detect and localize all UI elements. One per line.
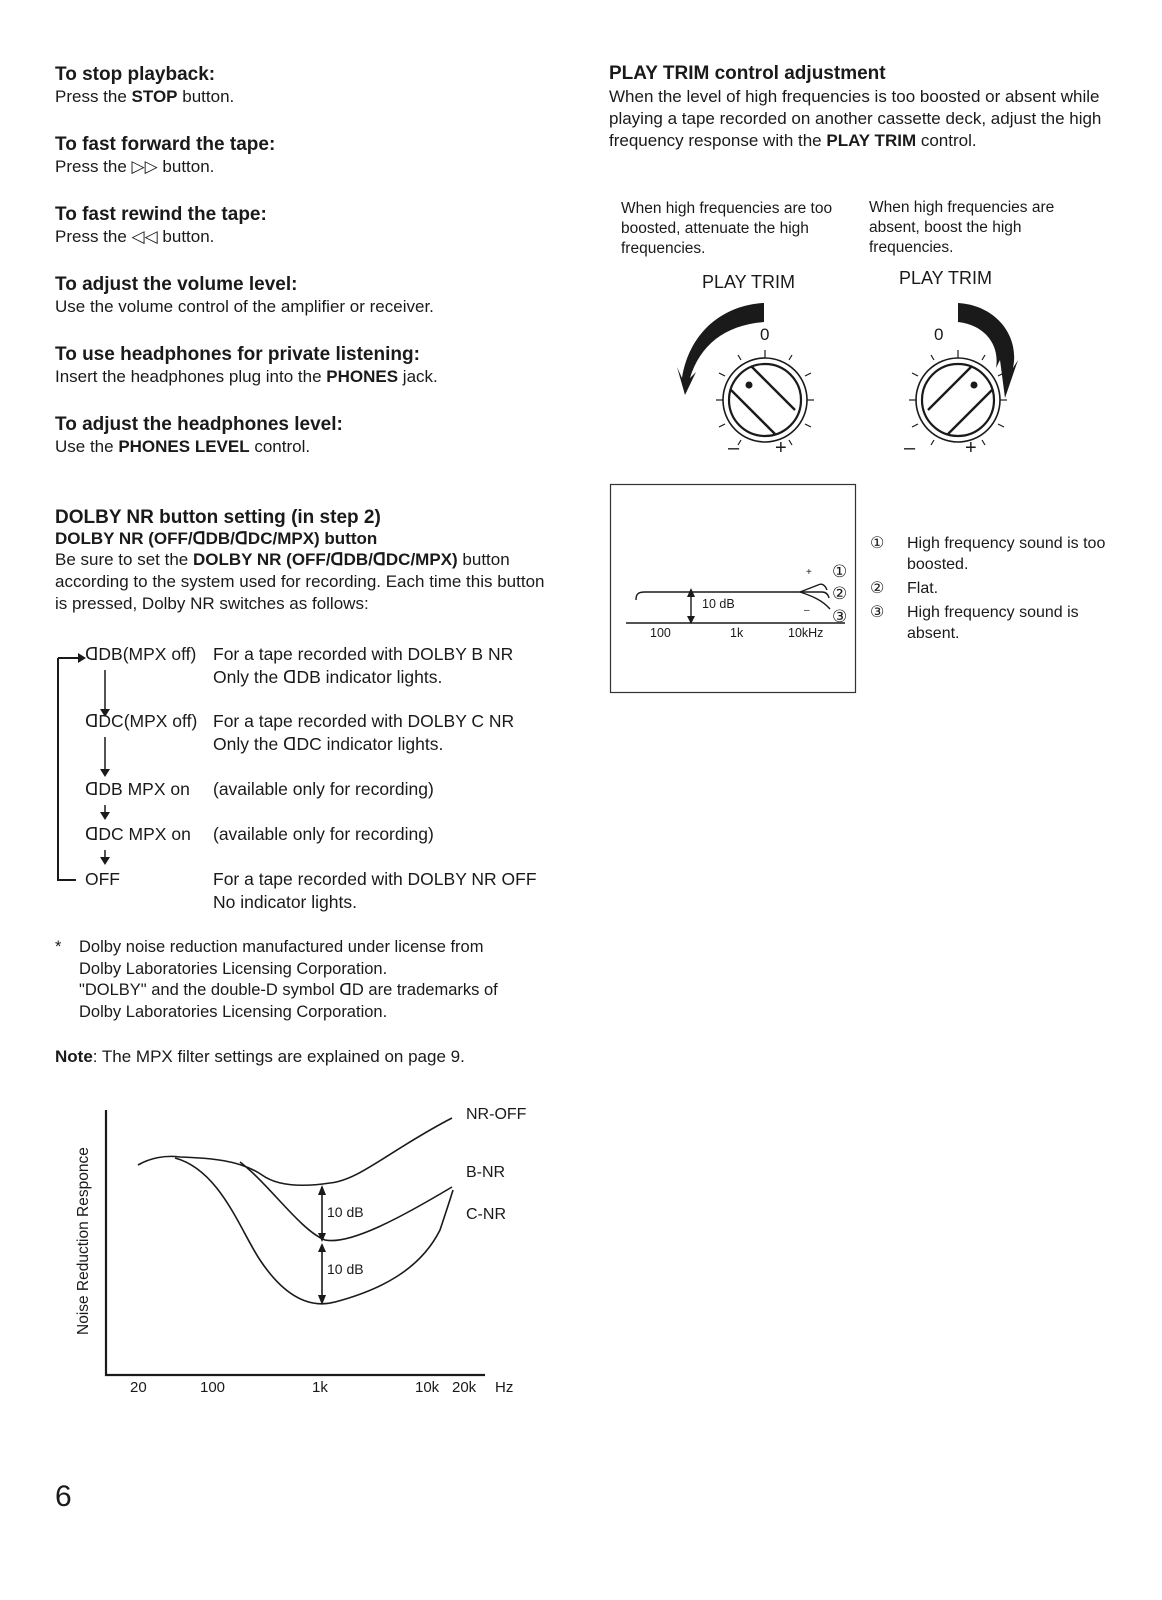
- y-axis-label: Noise Reduction Responce: [75, 1147, 92, 1335]
- x-tick: 100: [200, 1379, 226, 1396]
- bold-text: PHONES LEVEL: [118, 437, 250, 456]
- text: Insert the headphones plug into the: [55, 367, 327, 386]
- text: Dolby Laboratories Licensing Corporation.: [79, 959, 388, 978]
- dolby-step-desc: (available only for recording): [213, 824, 434, 844]
- legend-item: [870, 533, 1110, 575]
- rotate-left-arrow-icon: [677, 303, 764, 395]
- section-body: [55, 366, 555, 388]
- x-tick: 20k: [452, 1379, 477, 1396]
- bold-text: PLAY TRIM: [826, 131, 917, 150]
- section-body: [55, 436, 555, 458]
- legend-text: High frequency sound is absent.: [907, 604, 1079, 642]
- series-c-nr: [175, 1158, 453, 1304]
- legend-mark: ③: [870, 604, 885, 621]
- section-body: [55, 156, 555, 178]
- dolby-title: DOLBY NR button setting (in step 2): [55, 507, 381, 528]
- annot-label: 10 dB: [327, 1261, 364, 1277]
- x-tick: 20: [130, 1379, 147, 1396]
- text: "DOLBY" and the double-D symbol ᗡD are trademarks of: [79, 981, 498, 999]
- curve-marker: ①: [832, 562, 848, 581]
- knob-plus: +: [965, 437, 977, 459]
- series-label-nr-off: NR-OFF: [466, 1106, 527, 1123]
- knob-zero: 0: [760, 325, 770, 344]
- knob-minus: –: [728, 437, 740, 459]
- x-tick: 10k: [415, 1379, 440, 1396]
- annot-label: 10 dB: [327, 1204, 364, 1220]
- response-legend: [870, 533, 1110, 644]
- minus-label: –: [804, 605, 810, 616]
- section-body: [55, 226, 555, 248]
- page-number: 6: [55, 1480, 72, 1513]
- text: ◁◁ button.: [131, 227, 215, 246]
- text: control.: [916, 131, 977, 150]
- series-nr-off: [138, 1118, 452, 1185]
- section-headphones-level: [55, 414, 555, 484]
- play-trim-knob-right: [904, 303, 1018, 459]
- text: When the level of high frequencies is too boosted or absent while playing a tape recorded on another cassette deck, adjust the high frequency response with the: [609, 87, 1102, 150]
- dolby-step-desc: [213, 868, 537, 914]
- note-label: Note: [55, 1047, 93, 1066]
- section-title: To stop playback:: [55, 64, 216, 85]
- section-title: To fast forward the tape:: [55, 134, 276, 155]
- knob-zero: 0: [934, 325, 944, 344]
- text: No indicator lights.: [213, 892, 357, 912]
- x-tick: 10kHz: [788, 626, 824, 640]
- dolby-subtitle: DOLBY NR (OFF/ᗡDB/ᗡDC/MPX) button: [55, 529, 378, 548]
- frequency-response-diagram: [609, 483, 859, 695]
- dolby-cycle-arrows: [50, 650, 100, 890]
- section-stop: [55, 64, 555, 134]
- legend-mark: ①: [870, 535, 885, 552]
- x-tick: 1k: [730, 626, 744, 640]
- section-volume: [55, 274, 555, 344]
- section-title: To fast rewind the tape:: [55, 204, 267, 225]
- dolby-step-mode: OFF: [85, 869, 120, 889]
- bold-text: DOLBY NR (OFF/ᗡDB/ᗡDC/MPX): [192, 550, 458, 569]
- dolby-section: [55, 507, 555, 615]
- section-body: [55, 86, 555, 108]
- knob-label: PLAY TRIM: [702, 272, 796, 292]
- legend-mark: ②: [870, 580, 885, 597]
- x-unit: Hz: [495, 1379, 514, 1396]
- text: For a tape recorded with DOLBY NR OFF: [213, 869, 537, 889]
- play-trim-knobs: [600, 260, 1050, 460]
- text: Dolby noise reduction manufactured under license from: [79, 938, 484, 956]
- case-boost-text: When high frequencies are absent, boost the high frequencies.: [869, 199, 1055, 256]
- dolby-step-desc: [213, 710, 514, 756]
- knob-plus: +: [775, 437, 787, 459]
- db-label: 10 dB: [702, 597, 735, 611]
- section-body: Use the volume control of the amplifier or receiver.: [55, 297, 434, 316]
- legend-text: High frequency sound is too boosted.: [907, 535, 1106, 573]
- section-title: To use headphones for private listening:: [55, 344, 420, 365]
- text: Press the: [55, 157, 132, 176]
- text: button according to the system used for recording. Each time this button is pressed, Dolby NR switches as follows:: [55, 550, 545, 613]
- text: jack.: [398, 367, 438, 386]
- series-b-nr: [240, 1162, 452, 1241]
- dolby-step-mode: ᗡDB MPX on: [85, 779, 190, 799]
- x-tick: 100: [650, 626, 671, 640]
- play-trim-title: PLAY TRIM control adjustment: [609, 63, 886, 84]
- series-label-c-nr: C-NR: [466, 1206, 506, 1223]
- case-attenuate-text: When high frequencies are too boosted, attenuate the high frequencies.: [621, 200, 833, 257]
- play-trim-section: [609, 63, 1109, 152]
- curve-marker: ③: [832, 607, 848, 626]
- text: Dolby Laboratories Licensing Corporation.: [79, 1002, 388, 1021]
- note: [55, 1046, 465, 1068]
- curve-marker: ②: [832, 584, 848, 603]
- bold-text: STOP: [131, 87, 178, 106]
- bold-text: PHONES: [326, 367, 399, 386]
- text: Only the ᗡDC indicator lights.: [213, 734, 444, 754]
- section-rewind: [55, 204, 555, 274]
- series-label-b-nr: B-NR: [466, 1164, 506, 1181]
- x-tick: 1k: [312, 1379, 328, 1396]
- legend-item: [870, 602, 1110, 644]
- text: Press the: [55, 227, 132, 246]
- text: Only the ᗡDB indicator lights.: [213, 667, 443, 687]
- noise-reduction-chart: [60, 1100, 540, 1400]
- footnote: [79, 937, 559, 1023]
- rotate-right-arrow-icon: [958, 303, 1018, 398]
- operations-list: [55, 64, 555, 484]
- plus-label: +: [806, 567, 812, 578]
- section-title: To adjust the headphones level:: [55, 414, 343, 435]
- text: For a tape recorded with DOLBY B NR: [213, 644, 514, 664]
- dolby-step-mode: ᗡDC(MPX off): [85, 711, 198, 731]
- legend-text: Flat.: [907, 580, 939, 597]
- section-fast-forward: [55, 134, 555, 204]
- footnote-mark: *: [55, 938, 62, 956]
- text: Press the: [55, 87, 132, 106]
- section-title: To adjust the volume level:: [55, 274, 298, 295]
- text: : The MPX filter settings are explained on page 9.: [92, 1047, 465, 1066]
- knob-label: PLAY TRIM: [899, 268, 993, 288]
- dolby-body: [55, 549, 555, 615]
- knob-minus: –: [904, 437, 916, 459]
- text: Use the: [55, 437, 119, 456]
- dolby-step-desc: [213, 643, 513, 689]
- dolby-step-arrows: [95, 665, 115, 885]
- text: ▷▷ button.: [131, 157, 215, 176]
- dolby-step-mode: ᗡDC MPX on: [85, 824, 191, 844]
- text: button.: [177, 87, 235, 106]
- text: Be sure to set the: [55, 550, 193, 569]
- legend-item: [870, 578, 1110, 599]
- dolby-step-mode: ᗡDB(MPX off): [85, 644, 197, 664]
- text: control.: [249, 437, 311, 456]
- play-trim-knob-left: [677, 303, 814, 459]
- play-trim-body: [609, 86, 1109, 152]
- axes: [106, 1110, 485, 1375]
- dolby-step-desc: (available only for recording): [213, 779, 434, 799]
- section-headphones: [55, 344, 555, 414]
- text: For a tape recorded with DOLBY C NR: [213, 711, 515, 731]
